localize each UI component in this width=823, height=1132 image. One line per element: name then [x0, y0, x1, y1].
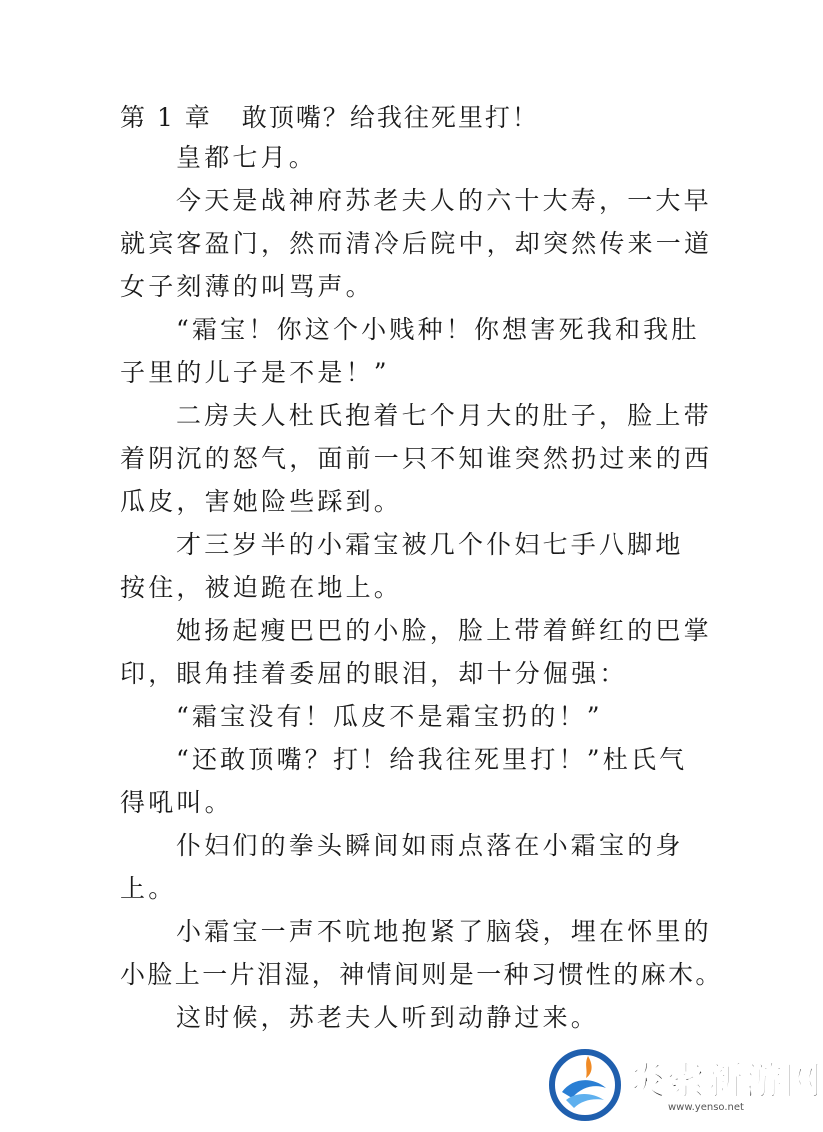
text-line: 今天是战神府苏老夫人的六十大寿，一大早: [176, 186, 712, 215]
text-line: 仆妇们的拳头瞬间如雨点落在小霜宝的身: [176, 831, 684, 860]
text-line: “霜宝！你这个小贱种！你想害死我和我肚: [176, 315, 700, 344]
text-line: 子里的儿子是不是！”: [120, 358, 390, 387]
text-line: 印，眼角挂着委屈的眼泪，却十分倔强：: [120, 659, 628, 688]
text-line: 女子刻薄的叫骂声。: [120, 272, 374, 301]
text-line: 就宾客盈门，然而清冷后院中，却突然传来一道: [120, 229, 713, 258]
chapter-heading: [120, 98, 539, 138]
text-line: 她扬起瘦巴巴的小脸，脸上带着鲜红的巴掌: [176, 616, 712, 645]
text-line: 上。: [120, 874, 177, 903]
site-watermark: [548, 1046, 823, 1126]
text-line: 着阴沉的怒气，面前一只不知谁突然扔过来的西: [120, 444, 713, 473]
text-line: 按住，被迫跪在地上。: [120, 573, 403, 602]
chapter-title-text: 敢顶嘴？给我往死里打！: [241, 103, 539, 132]
watermark-brand: 炎索新游网: [628, 1059, 823, 1103]
text-line: 小脸上一片泪湿，神情间则是一种习惯性的麻木。: [120, 960, 723, 989]
chapter-label: 第 1 章: [120, 103, 212, 132]
text-line: 瓜皮，害她险些踩到。: [120, 487, 403, 516]
flame-logo-icon: [548, 1048, 622, 1122]
text-line: 皇都七月。: [176, 143, 318, 172]
text-line: “还敢顶嘴？打！给我往死里打！”杜氏气: [176, 745, 688, 774]
text-line: “霜宝没有！瓜皮不是霜宝扔的！”: [176, 702, 603, 731]
text-line: 小霜宝一声不吭地抱紧了脑袋，埋在怀里的: [176, 917, 712, 946]
text-line: 才三岁半的小霜宝被几个仆妇七手八脚地: [176, 530, 684, 559]
text-line: 二房夫人杜氏抱着七个月大的肚子，脸上带: [176, 401, 712, 430]
text-line: 这时候，苏老夫人听到动静过来。: [176, 1003, 600, 1032]
watermark-url: www.yenso.net: [668, 1102, 744, 1113]
text-line: 得吼叫。: [120, 788, 233, 817]
